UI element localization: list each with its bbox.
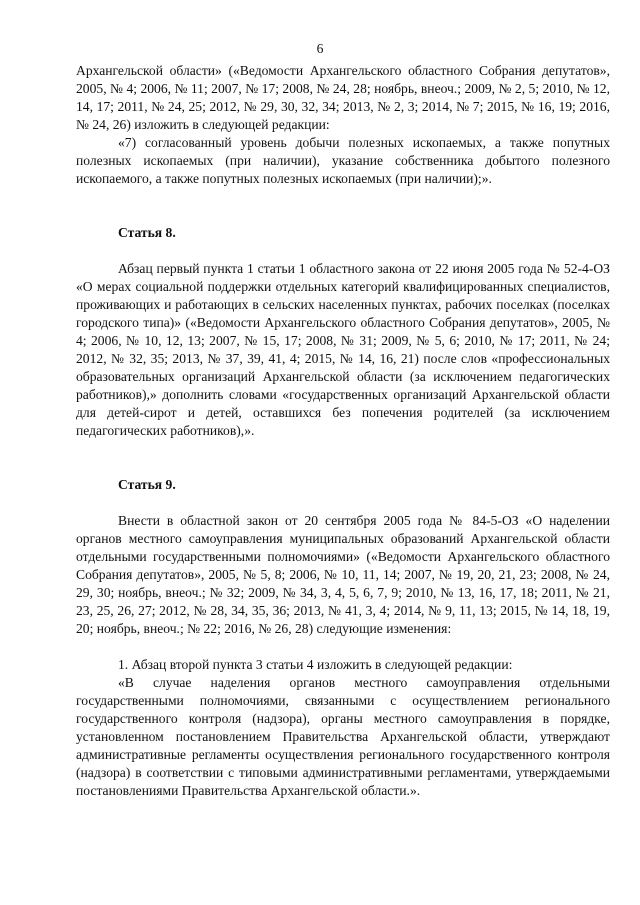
- paragraph-article-9: Внести в областной закон от 20 сентября 2005 года № 84-5-ОЗ «О наделении органов местного самоуправления муниципальных образований Архангельской области отдельными государственными полномочиями» («Ведомости Архангельского областного Собрания депутатов», 2005, № 5, 8; 2006, № 10, 11, 14; 2007, № 19, 20, 21, 23; 2008, № 24, 29, 30; ноябрь, внеоч.; № 32; 2009, № 34, 3, 4, 5, 6, 7, 9; 2010, № 13, 16, 17, 18; 2011, № 21, 23, 25, 26, 27; 2012, № 28, 34, 35, 36; 2013, № 41, 3, 4; 2014, № 9, 11, 13; 2015, № 14, 18, 19, 20; ноябрь, внеоч.; № 22; 2016, № 26, 28) следующие изменения:: [76, 513, 610, 636]
- document-body: [76, 62, 610, 800]
- heading-article-8: Статья 8.: [118, 225, 176, 240]
- paragraph-quote-item-1: «В случае наделения органов местного самоуправления отдельными государственными полномочиями, связанными с осуществлением регионального государственного контроля (надзора), органы местного самоуправления в порядке, установленном постановлением Правительства Архангельской области, утверждают административные регламенты осуществления регионального государственного контроля (надзора) в соответствии с типовыми административными регламентами, утверждаемыми постановлениями Правительства Архангельской области.».: [76, 675, 610, 798]
- heading-article-9: Статья 9.: [118, 477, 176, 492]
- paragraph-item-1: 1. Абзац второй пункта 3 статьи 4 изложить в следующей редакции:: [118, 657, 513, 672]
- paragraph-continuation: Архангельской области» («Ведомости Архангельского областного Собрания депутатов», 2005, № 4; 2006, № 11; 2007, № 17; 2008, № 24, 28; ноябрь, внеоч.; 2009, № 2, 5; 2010, № 12, 14, 17; 2011, № 24, 25; 2012, № 29, 30, 32, 34; 2013, № 2, 3; 2014, № 7; 2015, № 16, 19; 2016, № 24, 26) изложить в следующей редакции:: [76, 63, 610, 132]
- paragraph-quote-item-7: «7) согласованный уровень добычи полезных ископаемых, а также попутных полезных ископаемых (при наличии), указание собственника добытого полезного ископаемого, а также попутных полезных ископаемых (при наличии);».: [76, 135, 610, 186]
- page-number: 6: [316, 41, 324, 56]
- paragraph-article-8: Абзац первый пункта 1 статьи 1 областного закона от 22 июня 2005 года № 52-4-ОЗ «О мерах социальной поддержки отдельных категорий квалифицированных специалистов, проживающих и работающих в сельских населенных пунктах, рабочих поселках (поселках городского типа)» («Ведомости Архангельского областного Собрания депутатов», 2005, № 4; 2006, № 10, 12, 13; 2007, № 15, 17; 2008, № 31; 2009, № 5, 6; 2010, № 17; 2011, № 24; 2012, № 32, 35; 2013, № 37, 39, 41, 4; 2015, № 14, 16, 21) после слов «профессиональных образовательных организаций Архангельской области (за исключением педагогических работников),» дополнить словами «государственных организаций Архангельской области для детей-сирот и детей, оставшихся без попечения родителей (за исключением педагогических работников),».: [76, 261, 610, 438]
